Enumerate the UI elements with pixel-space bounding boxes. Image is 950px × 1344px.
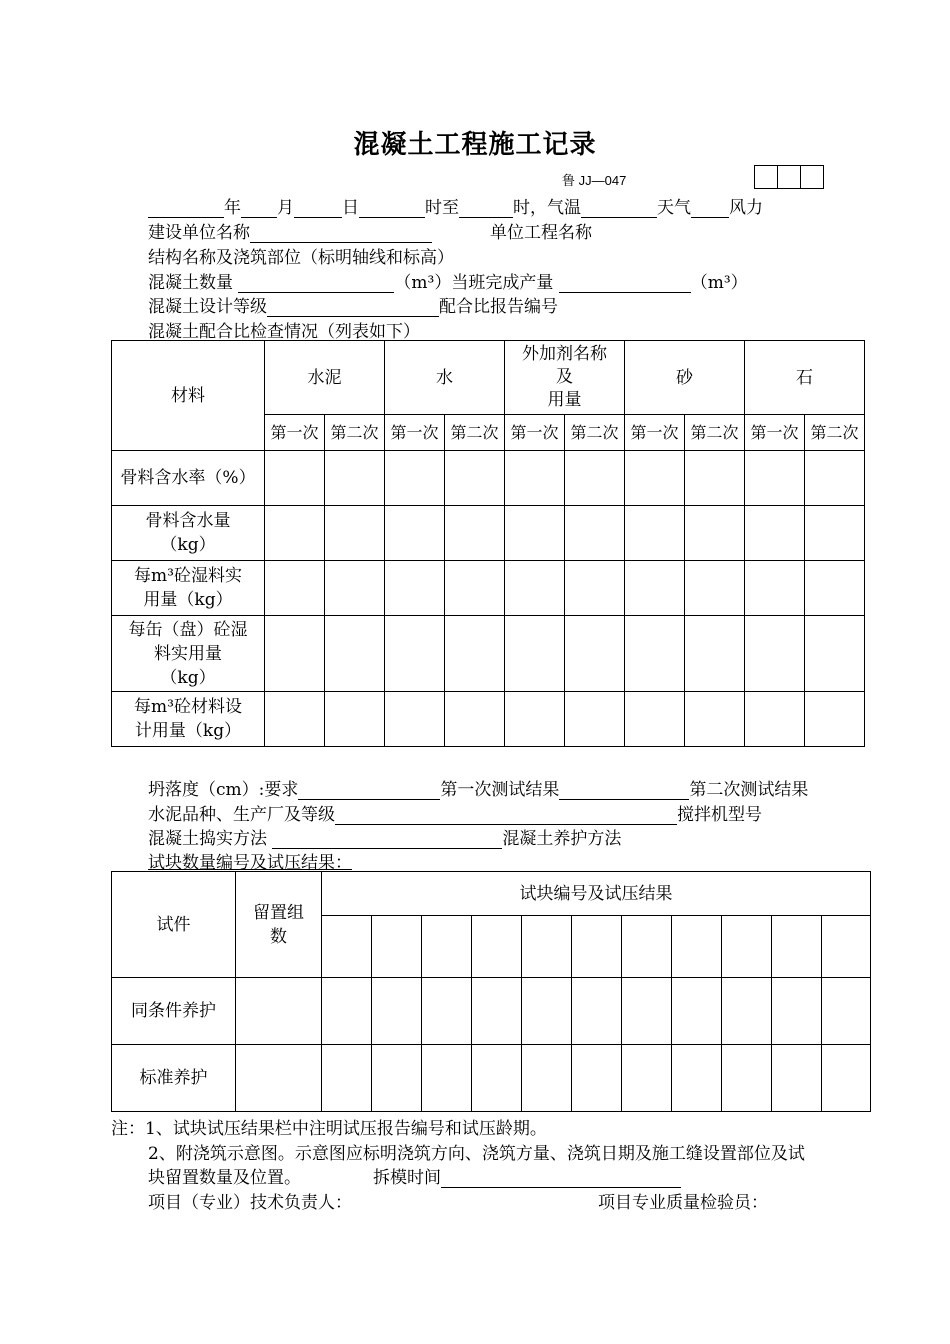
results-header: 试块编号及试压结果 [322,872,871,916]
data-cell[interactable] [265,451,325,506]
note-2b-line [148,1163,681,1188]
result-cell[interactable] [522,1045,572,1112]
data-cell[interactable] [565,506,625,561]
grade-line [148,292,558,317]
quantity-label: 混凝土数量 [148,273,233,293]
date-line [148,193,763,218]
row-label-text: 骨料含水量 （kg） [145,511,231,555]
row-label: 标准养护 [112,1045,236,1112]
form-code: 鲁 JJ—047 [562,173,627,188]
data-cell[interactable] [265,561,325,616]
tech-lead-label: 项目（专业）技术负责人： [148,1193,352,1213]
result-cell[interactable] [822,978,871,1045]
data-cell[interactable] [505,616,565,692]
slump-first-field[interactable] [559,782,689,800]
row-label [112,692,265,747]
data-cell[interactable] [385,692,445,747]
result-cell[interactable] [672,916,722,978]
quantity-field[interactable] [238,275,394,293]
row-label-text: 每m³砼材料设 计用量（kg） [134,697,242,741]
first-time-header: 第一次 [745,415,805,451]
data-cell[interactable] [505,561,565,616]
time-to-label: 时至 [425,198,459,218]
temperature-field[interactable] [581,200,657,218]
data-cell[interactable] [325,561,385,616]
mix-table [111,340,865,747]
data-cell[interactable] [505,692,565,747]
result-cell[interactable] [722,978,772,1045]
result-cell[interactable] [772,916,822,978]
unit-project-label: 单位工程名称 [490,223,592,243]
mix-check-label: 混凝土配合比检查情况（列表如下） [148,322,420,342]
compaction-line [148,824,621,849]
first-time-header: 第一次 [385,415,445,451]
data-cell[interactable] [445,506,505,561]
result-cell[interactable] [322,916,372,978]
row-label [112,616,265,692]
result-cell[interactable] [622,978,672,1045]
row-label-text: 每缶（盘）砼湿 料实用量 （kg） [128,619,248,688]
data-cell[interactable] [805,692,865,747]
result-cell[interactable] [422,916,472,978]
material-admixture [505,341,625,415]
row-label-text: 每m³砼湿料实 用量（kg） [134,566,242,610]
data-cell[interactable] [505,451,565,506]
data-cell[interactable] [385,616,445,692]
second-time-header: 第二次 [565,415,625,451]
result-cell[interactable] [722,1045,772,1112]
data-cell[interactable] [445,692,505,747]
groups-cell[interactable] [236,1045,322,1112]
month-field[interactable] [241,200,277,218]
data-cell[interactable] [685,616,745,692]
wind-label: 风力 [729,198,763,218]
slump-label: 坍落度（cm）:要求 [148,780,299,800]
specimen-col-header: 试件 [112,872,236,978]
table-row [112,692,865,747]
month-label: 月 [277,198,294,218]
data-cell[interactable] [745,506,805,561]
data-cell[interactable] [745,692,805,747]
data-cell[interactable] [565,451,625,506]
unit-m3-label-2: （m³） [690,273,748,293]
data-cell[interactable] [445,616,505,692]
grade-field[interactable] [267,299,439,317]
data-cell[interactable] [565,616,625,692]
table-row [112,1045,871,1112]
time-end-field[interactable] [459,200,513,218]
code-box[interactable] [754,165,778,189]
temperature-label: 时，气温 [513,198,581,218]
data-cell[interactable] [805,616,865,692]
grade-label: 混凝土设计等级 [148,297,267,317]
code-box[interactable] [777,165,801,189]
result-cell[interactable] [522,916,572,978]
data-cell[interactable] [625,616,685,692]
shift-output-label: 当班完成产量 [451,273,554,293]
result-cell[interactable] [472,978,522,1045]
result-cell[interactable] [822,1045,871,1112]
data-cell[interactable] [325,451,385,506]
result-cell[interactable] [372,1045,422,1112]
data-cell[interactable] [265,616,325,692]
result-cell[interactable] [522,978,572,1045]
note-1: 注：1、试块试压结果栏中注明试压报告编号和试压龄期。 [111,1119,547,1139]
data-cell[interactable] [625,451,685,506]
result-cell[interactable] [372,978,422,1045]
result-cell[interactable] [322,1045,372,1112]
builder-label: 建设单位名称 [148,223,250,243]
data-cell[interactable] [685,506,745,561]
quantity-line [148,268,748,293]
result-cell[interactable] [372,916,422,978]
curing-label: 混凝土养护方法 [502,829,622,849]
data-cell[interactable] [565,692,625,747]
data-cell[interactable] [805,561,865,616]
time-start-field[interactable] [359,200,425,218]
table-row [112,451,865,506]
builder-field[interactable] [250,225,432,243]
result-cell[interactable] [572,978,622,1045]
slump-second-label: 第二次测试结果 [689,780,809,800]
data-cell[interactable] [265,506,325,561]
data-cell[interactable] [445,451,505,506]
second-time-header: 第二次 [325,415,385,451]
data-cell[interactable] [745,561,805,616]
table-row [112,506,865,561]
result-cell[interactable] [572,916,622,978]
result-cell[interactable] [822,916,871,978]
row-label [112,506,265,561]
data-cell[interactable] [385,561,445,616]
slump-required-field[interactable] [298,782,440,800]
result-cell[interactable] [772,978,822,1045]
material-stone: 石 [745,341,865,415]
second-time-header: 第二次 [445,415,505,451]
code-box[interactable] [800,165,824,189]
data-cell[interactable] [685,451,745,506]
unit-m3-label: （m³） [394,273,452,293]
specimen-table [111,871,871,1112]
material-header: 材料 [112,341,265,451]
first-time-header: 第一次 [265,415,325,451]
specimen-title: 试块数量编号及试压结果： [148,853,352,873]
result-cell[interactable] [672,978,722,1045]
cement-label: 水泥品种、生产厂及等级 [148,805,335,825]
data-cell[interactable] [625,506,685,561]
data-cell[interactable] [505,506,565,561]
builder-line [148,218,592,243]
table-row [112,616,865,692]
data-cell[interactable] [805,506,865,561]
year-field[interactable] [148,200,224,218]
result-cell[interactable] [472,1045,522,1112]
result-cell[interactable] [722,916,772,978]
data-cell[interactable] [625,561,685,616]
data-cell[interactable] [745,616,805,692]
groups-cell[interactable] [236,978,322,1045]
day-label: 日 [342,198,359,218]
result-cell[interactable] [772,1045,822,1112]
table-row [112,978,871,1045]
result-cell[interactable] [472,916,522,978]
admixture-label: 外加剂名称 及 用量 [522,344,607,410]
data-cell[interactable] [325,506,385,561]
demold-field[interactable] [441,1170,681,1188]
row-label: 同条件养护 [112,978,236,1045]
table-row [112,561,865,616]
data-cell[interactable] [385,506,445,561]
slump-line [148,775,808,800]
data-cell[interactable] [265,692,325,747]
data-cell[interactable] [685,561,745,616]
row-label-text: 骨料含水率（%） [120,468,256,488]
material-cement: 水泥 [265,341,385,415]
result-cell[interactable] [622,1045,672,1112]
groups-col-text: 留置组 数 [253,902,304,947]
data-cell[interactable] [625,692,685,747]
year-label: 年 [224,198,241,218]
cement-line [148,800,762,825]
page-title: 混凝土工程施工记录 [353,130,597,160]
note-2a: 2、附浇筑示意图。示意图应标明浇筑方向、浇筑方量、浇筑日期及施工缝设置部位及试 [148,1144,805,1164]
second-time-header: 第二次 [805,415,865,451]
demold-label: 拆模时间 [373,1168,441,1188]
result-cell[interactable] [322,978,372,1045]
mix-report-label: 配合比报告编号 [439,297,558,317]
code-boxes[interactable] [755,165,824,189]
inspector-label: 项目专业质量检验员： [598,1193,768,1213]
data-cell[interactable] [385,451,445,506]
material-sand: 砂 [625,341,745,415]
row-label [112,451,265,506]
groups-col-header [236,872,322,978]
data-cell[interactable] [325,692,385,747]
data-cell[interactable] [805,451,865,506]
shift-output-field[interactable] [559,275,691,293]
data-cell[interactable] [565,561,625,616]
result-cell[interactable] [422,978,472,1045]
data-cell[interactable] [685,692,745,747]
cement-field[interactable] [335,807,677,825]
result-cell[interactable] [422,1045,472,1112]
compaction-field[interactable] [272,831,502,849]
note-2b: 块留置数量及位置。 [148,1168,301,1188]
mixer-label: 搅拌机型号 [677,805,762,825]
result-cell[interactable] [572,1045,622,1112]
slump-first-label: 第一次测试结果 [440,780,560,800]
day-field[interactable] [294,200,342,218]
material-water: 水 [385,341,505,415]
data-cell[interactable] [445,561,505,616]
first-time-header: 第一次 [505,415,565,451]
second-time-header: 第二次 [685,415,745,451]
compaction-label: 混凝土捣实方法 [148,829,267,849]
weather-field[interactable] [691,200,729,218]
weather-label: 天气 [657,198,691,218]
data-cell[interactable] [745,451,805,506]
structure-label: 结构名称及浇筑部位（标明轴线和标高） [148,248,454,268]
first-time-header: 第一次 [625,415,685,451]
row-label [112,561,265,616]
data-cell[interactable] [325,616,385,692]
result-cell[interactable] [622,916,672,978]
result-cell[interactable] [672,1045,722,1112]
